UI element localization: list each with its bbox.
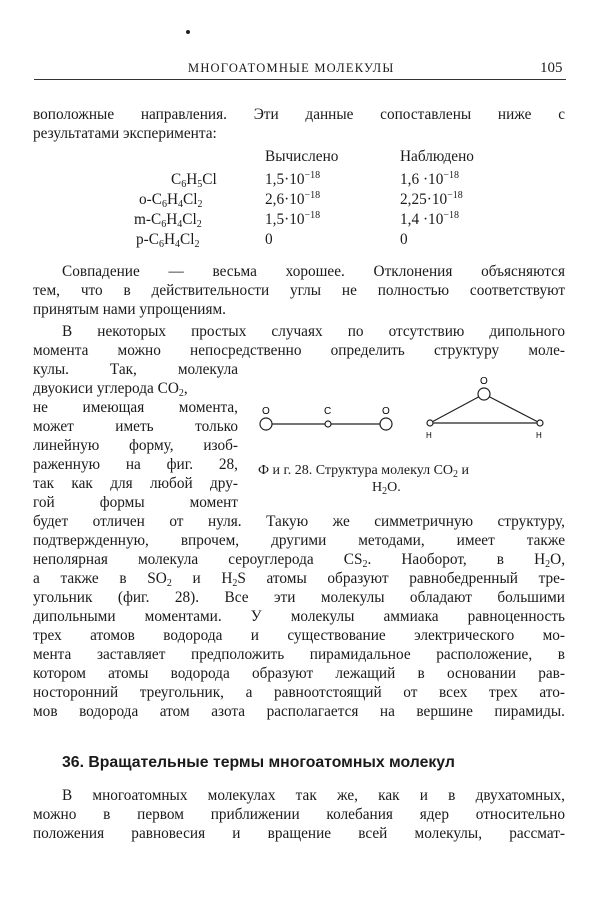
text-line: принятым нами упрощениям.: [33, 301, 226, 318]
figure-caption: [258, 462, 568, 496]
text-line: В некоторых простых случаях по отсутствию дипольного: [62, 323, 565, 340]
text-line: двуокиси углерода $CO_2$,: [33, 380, 188, 399]
atom-label: H: [536, 431, 542, 440]
table-computed: 0: [265, 231, 273, 248]
atom-label: H: [426, 431, 432, 440]
caption-line: $H_2O$.: [372, 480, 401, 497]
text-line: подтвержденную, впрочем, другими методами, имеет также: [33, 532, 565, 549]
table-molecule: $m-C_6H_4Cl_2$: [134, 211, 202, 230]
text-line: В многоатомных молекулах так же, как и в двухатомных,: [62, 787, 565, 804]
text-line: положения равновесия и вращение всей молекулы, рассмат-: [33, 825, 565, 842]
text-line: мента заставляет предположить пирамидальное расположение, в: [33, 646, 565, 663]
text-line: а также в $SO_2$ и $H_2S$ атомы образуют равнобедренный тре-: [33, 570, 565, 589]
table-header-computed: Вычислено: [265, 148, 339, 165]
text-line: тем, что в действительности углы не полностью соответствуют: [33, 282, 565, 299]
text-line: раженную на фиг. 28,: [33, 456, 238, 473]
text-line: может иметь только: [33, 418, 238, 435]
text-line: котором атомы водорода образуют лежащий в основании рав-: [33, 665, 565, 682]
hydrogen-atom: [537, 420, 543, 426]
caption-line: Ф и г. 28. Структура молекул $CO_2$ и: [258, 463, 470, 480]
oxygen-atom: [380, 418, 392, 430]
text-line: линейную форму, изоб-: [33, 437, 238, 454]
hydrogen-atom: [427, 420, 433, 426]
carbon-atom: [325, 421, 331, 427]
table-observed: $1,4 \cdot 10^{-18}$: [400, 210, 459, 228]
table-header-observed: Наблюдено: [400, 148, 474, 165]
table-computed: $2,6\cdot 10^{-18}$: [265, 190, 321, 208]
table-computed: $1,5\cdot 10^{-18}$: [265, 210, 321, 228]
page-number: 105: [540, 60, 563, 76]
table-observed: $1,6 \cdot 10^{-18}$: [400, 170, 459, 188]
atom-label: O: [480, 376, 488, 387]
print-speck: [186, 30, 190, 34]
text-line: неполярная молекула сероуглерода $CS_2$. Наоборот, в $H_2O$,: [33, 551, 566, 570]
text-line: можно в первом приближении колебания ядер относительно: [33, 806, 565, 823]
atom-label: C: [324, 406, 332, 417]
text-line: мов водорода атом азота располагается на вершине пирамиды.: [33, 703, 565, 720]
atom-label: O: [262, 406, 270, 417]
text-line: будет отличен от нуля. Такую же симметричную структуру,: [33, 513, 565, 530]
text-line: Совпадение — весьма хорошее. Отклонения объясняются: [62, 263, 565, 280]
table-observed: 0: [400, 231, 408, 248]
text-line: результатами эксперимента:: [33, 125, 217, 142]
section-heading: 36. Вращательные термы многоатомных молекул: [62, 754, 455, 771]
figure-28-molecules: [250, 370, 570, 460]
atom-label: O: [382, 406, 390, 417]
h2o-diagram: [426, 376, 543, 440]
text-line: не имеющая момента,: [33, 399, 238, 416]
text-line: дипольными моментами. У молекулы аммиака равноценность: [33, 608, 565, 625]
oxygen-atom: [260, 418, 272, 430]
text-line: угольник (фиг. 28). Все эти молекулы обладают большими: [33, 589, 565, 606]
table-molecule: $p-C_6H_4Cl_2$: [136, 231, 200, 250]
co2-diagram: [260, 406, 392, 430]
text-line: кулы. Так, молекула: [33, 361, 238, 378]
table-molecule: $C_6H_5Cl$: [171, 171, 217, 190]
text-line: момента можно непосредственно определить структуру моле-: [33, 342, 565, 359]
text-line: носторонний треугольник, а равноотстоящий от всех трех ато-: [33, 684, 565, 701]
oxygen-atom: [478, 388, 490, 400]
running-header: МНОГОАТОМНЫЕ МОЛЕКУЛЫ: [188, 61, 395, 75]
table-computed: $1,5\cdot 10^{-18}$: [265, 170, 321, 188]
text-line: воположные направления. Эти данные сопоставлены ниже с: [33, 106, 565, 123]
text-line: гой формы момент: [33, 494, 238, 511]
table-observed: $2,25\cdot 10^{-18}$: [400, 190, 463, 208]
header-rule: [34, 79, 566, 80]
text-line: трех атомов водорода и существование электрического мо-: [33, 627, 565, 644]
text-line: так как для любой дру-: [33, 475, 238, 492]
table-molecule: $o-C_6H_4Cl_2$: [139, 191, 203, 210]
